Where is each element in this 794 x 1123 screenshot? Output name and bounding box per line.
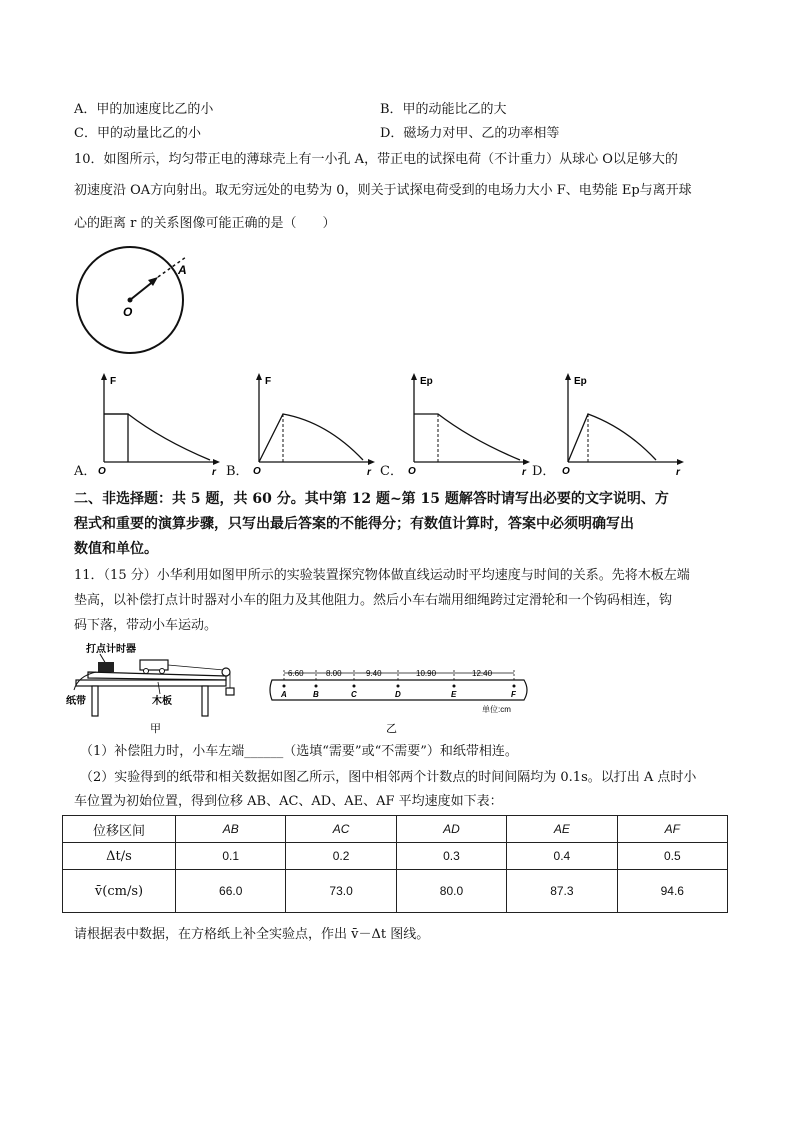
q9-option-a: A．甲的加速度比乙的小	[74, 102, 214, 117]
seg-de: 10.90	[416, 669, 437, 678]
section2-line1: 二、非选择题：共 5 题，共 60 分。其中第 12 题~第 15 题解答时请写出必要的文字说明、方	[74, 491, 669, 507]
graph-c-origin: O	[408, 466, 416, 477]
table-cell: AD	[396, 816, 506, 843]
tape-label: 纸带	[66, 696, 86, 707]
table-row	[63, 816, 728, 843]
q11-final-instruction: 请根据表中数据，在方格纸上补全实验点，作出 v̄－Δt 图线。	[74, 927, 430, 942]
table-header-v: v̄(cm/s)	[63, 870, 176, 913]
q10-line1: 10．如图所示，均匀带正电的薄球壳上有一小孔 A，带正电的试探电荷（不计重力）从球心 O以足够大的	[74, 152, 678, 167]
q9-option-d: D．磁场力对甲、乙的功率相等	[380, 126, 560, 141]
board	[88, 672, 226, 680]
graph-a-origin: O	[98, 466, 106, 477]
graph-b-option: B．	[226, 464, 249, 479]
graph-a-option: A．	[74, 464, 97, 479]
seg-cd: 9.40	[366, 669, 382, 678]
fig-yi-caption: 乙	[386, 723, 397, 735]
graph-a	[92, 370, 222, 478]
table-cell: AF	[617, 816, 727, 843]
graph-b-ylabel: F	[265, 376, 272, 387]
graph-d-option: D．	[532, 464, 556, 479]
pt-e: E	[451, 690, 457, 699]
table-cell: 94.6	[617, 870, 727, 913]
timer-block	[98, 662, 114, 672]
seg-ab: 6.60	[288, 669, 304, 678]
graph-c	[402, 370, 532, 478]
seg-ef: 12.40	[472, 669, 493, 678]
q11-sub2-line1: （2）实验得到的纸带和相关数据如图乙所示，图中相邻两个计数点的时间间隔均为 0.1s。以打出 A 点时小	[80, 770, 697, 785]
tape-figure	[268, 664, 530, 738]
table-cell: 87.3	[507, 870, 617, 913]
table-row	[63, 870, 728, 913]
graph-c-ylabel: Ep	[420, 376, 433, 387]
fig-jia-caption: 甲	[150, 723, 161, 735]
tape-unit: 单位:cm	[482, 705, 511, 714]
graph-a-xlabel: r	[212, 467, 216, 478]
pulley	[222, 668, 230, 676]
graph-b-xlabel: r	[367, 467, 371, 478]
velocity-table	[62, 815, 728, 913]
table-cell: 0.4	[507, 843, 617, 870]
table-row	[63, 843, 728, 870]
table-cell: AC	[286, 816, 396, 843]
table-header-interval: 位移区间	[63, 816, 176, 843]
section2-line3: 数值和单位。	[74, 541, 158, 557]
table-cell: 0.3	[396, 843, 506, 870]
q11-sub1: （1）补偿阻力时，小车左端______（选填“需要”或“不需要”）和纸带相连。	[80, 744, 518, 759]
q10-line3: 心的距离 r 的关系图像可能正确的是（ ）	[74, 216, 336, 231]
graph-b-origin: O	[253, 466, 261, 477]
graph-a-ylabel: F	[110, 376, 117, 387]
q11-line2: 垫高，以补偿打点计时器对小车的阻力及其他阻力。然后小车右端用细绳跨过定滑轮和一个钩码相连，钩	[74, 593, 673, 608]
table-cell: AE	[507, 816, 617, 843]
graph-d	[556, 370, 686, 478]
table-header-dt: Δt/s	[63, 843, 176, 870]
center-label: O	[123, 305, 133, 319]
q10-line2: 初速度沿 OA方向射出。取无穷远处的电势为 0，则关于试探电荷受到的电场力大小 F、电势能 Ep与离开球	[74, 183, 692, 198]
graph-d-origin: O	[562, 466, 570, 477]
section2-line2: 程式和重要的演算步骤，只写出最后答案的不能得分；有数值计算时，答案中必须明确写出	[74, 516, 634, 532]
table-cell: 80.0	[396, 870, 506, 913]
q9-option-b: B．甲的动能比乙的大	[380, 102, 507, 117]
pt-d: D	[395, 690, 401, 699]
table-cell: AB	[176, 816, 286, 843]
board-label: 木板	[152, 696, 172, 707]
table-cell: 66.0	[176, 870, 286, 913]
apparatus-figure	[66, 642, 246, 738]
graph-c-option: C．	[380, 464, 403, 479]
graph-c-xlabel: r	[522, 467, 526, 478]
cart	[140, 660, 168, 670]
hook-weight	[226, 688, 234, 695]
timer-label: 打点计时器	[86, 644, 136, 655]
pt-c: C	[351, 690, 357, 699]
q9-option-c: C．甲的动量比乙的小	[74, 126, 201, 141]
graph-b	[247, 370, 377, 478]
table-cell: 0.5	[617, 843, 727, 870]
seg-bc: 8.00	[326, 669, 342, 678]
pt-b: B	[313, 690, 319, 699]
table-top	[76, 680, 226, 686]
pt-a: A	[281, 690, 287, 699]
pt-f: F	[511, 690, 516, 699]
hole-label: A	[178, 263, 187, 277]
graph-d-ylabel: Ep	[574, 376, 587, 387]
sphere-figure	[70, 244, 200, 364]
graph-d-xlabel: r	[676, 467, 680, 478]
q11-line3: 码下落，带动小车运动。	[74, 618, 218, 633]
table-cell: 0.2	[286, 843, 396, 870]
q11-line1: 11．（15 分）小华利用如图甲所示的实验装置探究物体做直线运动时平均速度与时间的关系。先将木板左端	[74, 568, 690, 583]
table-cell: 73.0	[286, 870, 396, 913]
table-cell: 0.1	[176, 843, 286, 870]
q11-sub2-line2: 车位置为初始位置，得到位移 AB、AC、AD、AE、AF 平均速度如下表：	[74, 794, 503, 809]
